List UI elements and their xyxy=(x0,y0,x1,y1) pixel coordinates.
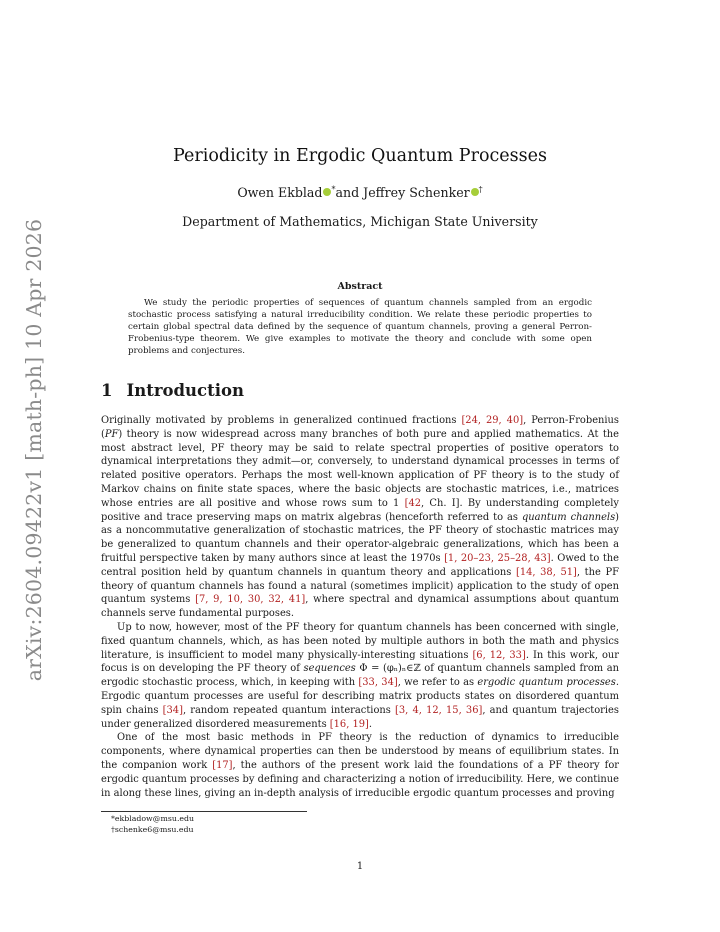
body-text xyxy=(101,414,619,800)
emphasized-text: sequences xyxy=(303,663,356,675)
footnote-email-2[interactable]: †schenke6@msu.edu xyxy=(111,824,194,834)
abstract-heading: Abstract xyxy=(337,281,383,292)
citation-link[interactable]: [17] xyxy=(212,759,233,771)
citation-link[interactable]: [42 xyxy=(404,497,422,509)
author-line xyxy=(0,185,720,200)
footnote-email-1[interactable]: *ekbladow@msu.edu xyxy=(111,814,195,823)
citation-link[interactable]: [33, 34] xyxy=(358,677,398,689)
section-number: 1 xyxy=(101,381,113,400)
citation-link[interactable]: [16, 19] xyxy=(329,718,369,730)
abstract-text: We study the periodic properties of sequences of quantum channels sampled from an ergodic stochastic process satisfying a natural irreducibility condition. We relate these periodic properties to certain global spectral data defined by the sequence of quantum channels, proving a general Perron-Frobenius-type theorem. We give examples to motivate the theory and conclude with some open problems and conjectures. xyxy=(128,298,592,357)
citation-link[interactable]: [3, 4, 12, 15, 36] xyxy=(395,704,483,716)
footnotes xyxy=(101,814,194,835)
author-name-2: and Jeffrey Schenker xyxy=(335,185,470,200)
section-title: Introduction xyxy=(126,381,244,400)
citation-link[interactable]: [1, 20–23, 25–28, 43] xyxy=(444,552,551,564)
author-name-1: Owen Ekblad xyxy=(237,185,323,200)
footnote-rule xyxy=(101,811,307,812)
paragraph: Up to now, however, most of the PF theory for quantum channels has been concerned with single, fixed quantum channels, which, as has been noted by multiple authors in both the math and physics literature, is insufficient to model many physically-interesting situations [6, 12, 33]. In this work, our focus is on developing the PF theory of sequences Φ = (φₙ)ₙ∈ℤ of quantum channels sampled from an ergodic stochastic process, which, in keeping with [33, 34], we refer to as ergodic quantum processes. Ergodic quantum processes are useful for describing matrix products states on disordered quantum spin chains [34], random repeated quantum interactions [3, 4, 12, 15, 36], and quantum trajectories under generalized disordered measurements [16, 19]. xyxy=(101,621,619,730)
arxiv-identifier-text: arXiv:2604.09422v1 [math-ph] 10 Apr 2026 xyxy=(22,218,46,682)
author-footnote-mark-2: † xyxy=(478,185,483,194)
arxiv-identifier-stamp xyxy=(14,218,54,682)
citation-link[interactable]: [24, 29, 40] xyxy=(461,415,524,426)
orcid-icon[interactable] xyxy=(471,188,479,196)
paragraph: Originally motivated by problems in generalized continued fractions [24, 29, 40], Perron-Frobenius (PF) theory is now widespread across many branches of both pure and applied mathematics. At the most abstract level, PF theory may be said to relate spectral properties of positive operators to dynamical interpretations they admit—or, conversely, to understand dynamical processes in terms of related positive operators. Perhaps the most well-known application of PF theory is to the study of Markov chains on finite state spaces, where the basic objects are stochastic matrices, i.e., matrices whose entries are all positive and whose rows sum to 1 [42, Ch. I]. By understanding completely positive and trace preserving maps on matrix algebras (henceforth referred to as quantum channels) as a noncommutative generalization of stochastic matrices, the PF theory of stochastic matrices may be generalized to quantum channels and their operator-algebraic generalizations, which has been a fruitful perspective taken by many authors since at least the 1970s [1, 20–23, 25–28, 43]. Owed to the central position held by quantum channels in quantum theory and applications [14, 38, 51], the PF theory of quantum channels has found a natural (sometimes implicit) application to the study of open quantum systems [7, 9, 10, 30, 32, 41], where spectral and dynamical assumptions about quantum channels serve fundamental purposes. xyxy=(101,415,620,620)
emphasized-text: quantum channels xyxy=(521,511,616,523)
citation-link[interactable]: [14, 38, 51] xyxy=(515,566,577,578)
section-heading xyxy=(101,381,244,400)
emphasized-text: ergodic quantum processes xyxy=(477,677,616,689)
citation-link[interactable]: [7, 9, 10, 30, 32, 41] xyxy=(195,594,306,606)
citation-link[interactable]: [34] xyxy=(162,704,183,716)
page-number: 1 xyxy=(356,861,364,872)
affiliation: Department of Mathematics, Michigan State University xyxy=(182,214,538,229)
citation-link[interactable]: [6, 12, 33] xyxy=(472,649,526,661)
paper-title: Periodicity in Ergodic Quantum Processes xyxy=(173,146,547,166)
author-footnote-mark-1: * xyxy=(331,185,336,194)
paragraph: One of the most basic methods in PF theory is the reduction of dynamics to irreducible components, where dynamical properties can then be understood by means of equilibrium states. In the companion work [17], the authors of the present work laid the foundations of a PF theory for ergodic quantum processes by defining and characterizing a notion of irreducibility. Here, we continue in along these lines, giving an in-depth analysis of irreducible ergodic quantum processes and proving xyxy=(101,732,619,799)
emphasized-text: PF xyxy=(104,428,119,440)
